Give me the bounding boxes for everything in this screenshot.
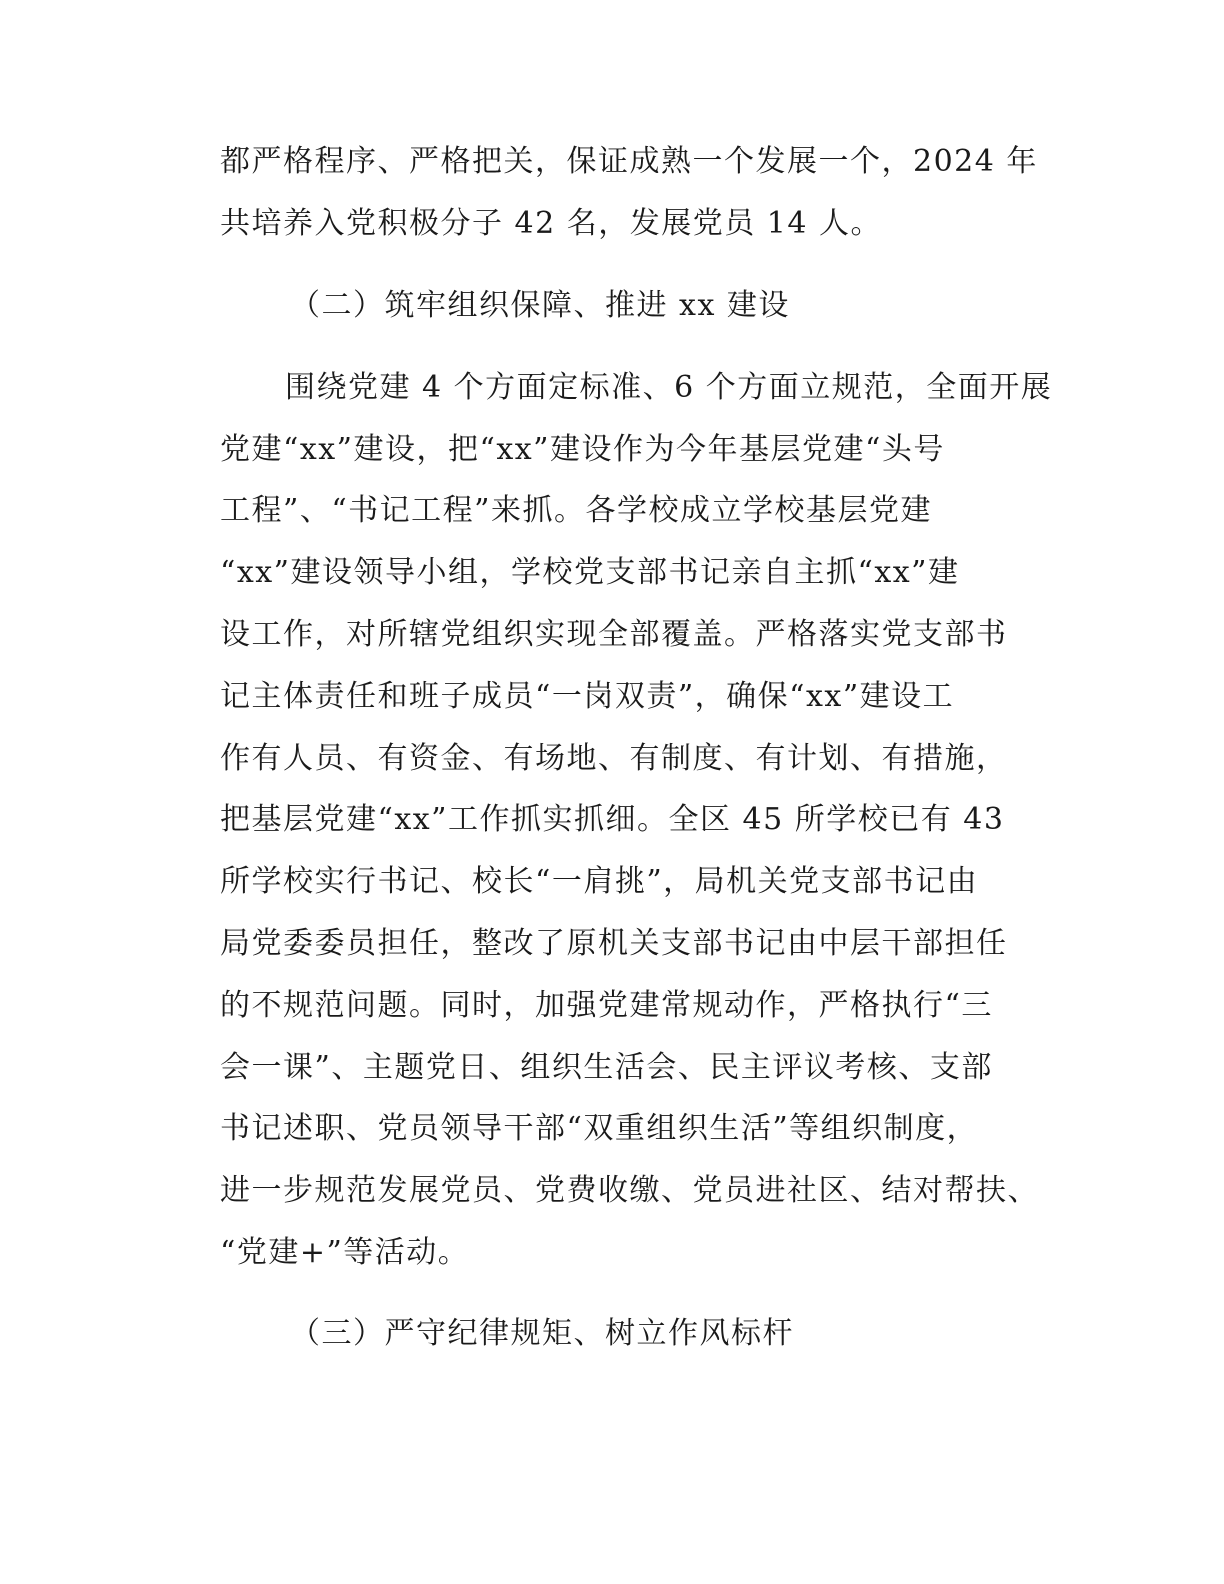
paragraph-2-line-1: 围绕党建 4 个方面定标准、6 个方面立规范，全面开展 bbox=[285, 370, 1053, 405]
paragraph-1-line-2: 共培养入党积极分子 42 名，发展党员 14 人。 bbox=[220, 206, 882, 241]
paragraph-2-line-15: “党建+”等活动。 bbox=[220, 1235, 470, 1270]
paragraph-2-line-12: 会一课”、主题党日、组织生活会、民主评议考核、支部 bbox=[220, 1050, 993, 1085]
section-heading-3: （三）严守纪律规矩、树立作风标杆 bbox=[290, 1316, 794, 1351]
paragraph-2-line-8: 把基层党建“xx”工作抓实抓细。全区 45 所学校已有 43 bbox=[220, 802, 1005, 837]
paragraph-2-line-13: 书记述职、党员领导干部“双重组织生活”等组织制度， bbox=[220, 1111, 979, 1146]
paragraph-2-line-6: 记主体责任和班子成员“一岗双责”，确保“xx”建设工 bbox=[220, 679, 955, 714]
paragraph-2-line-14: 进一步规范发展党员、党费收缴、党员进社区、结对帮扶、 bbox=[220, 1173, 1039, 1208]
paragraph-2-line-2: 党建“xx”建设，把“xx”建设作为今年基层党建“头号 bbox=[220, 432, 945, 467]
paragraph-2-line-10: 局党委委员担任，整改了原机关支部书记由中层干部担任 bbox=[220, 926, 1008, 961]
paragraph-2-line-3: 工程”、“书记工程”来抓。各学校成立学校基层党建 bbox=[220, 493, 933, 528]
paragraph-2-line-9: 所学校实行书记、校长“一肩挑”，局机关党支部书记由 bbox=[220, 864, 979, 899]
paragraph-2-line-5: 设工作，对所辖党组织实现全部覆盖。严格落实党支部书 bbox=[220, 617, 1008, 652]
paragraph-2-line-4: “xx”建设领导小组，学校党支部书记亲自主抓“xx”建 bbox=[220, 555, 960, 590]
paragraph-1-line-1: 都严格程序、严格把关，保证成熟一个发展一个，2024 年 bbox=[220, 144, 1038, 179]
paragraph-2-line-7: 作有人员、有资金、有场地、有制度、有计划、有措施， bbox=[220, 741, 1008, 776]
section-heading-2: （二）筑牢组织保障、推进 xx 建设 bbox=[290, 288, 790, 323]
paragraph-2-line-11: 的不规范问题。同时，加强党建常规动作，严格执行“三 bbox=[220, 988, 993, 1023]
